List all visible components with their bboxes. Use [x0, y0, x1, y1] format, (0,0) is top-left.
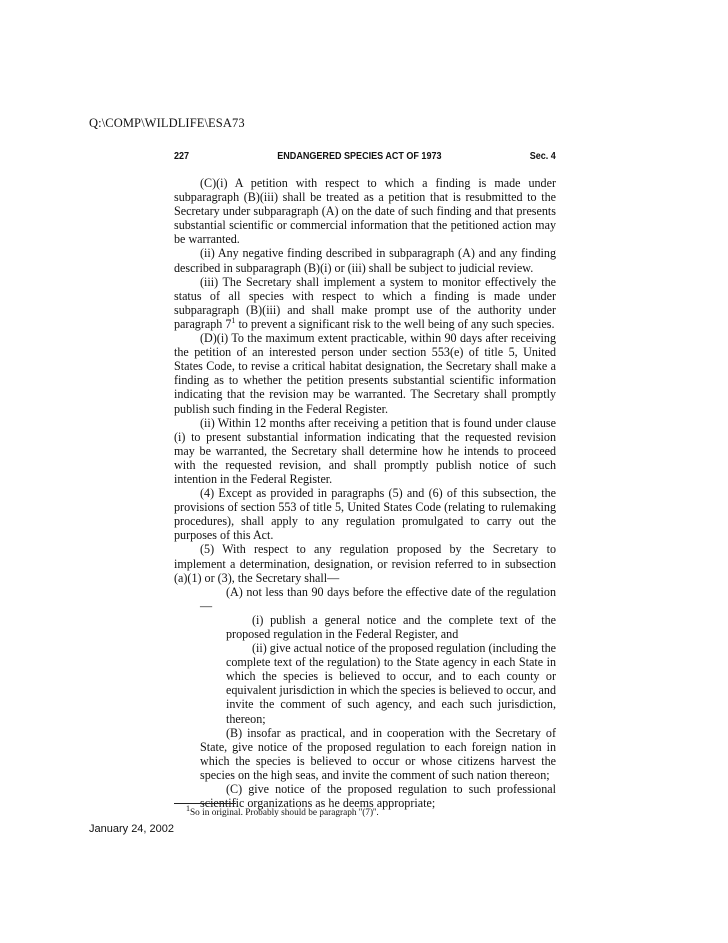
paragraph-5-a-i: (i) publish a general notice and the complete text of the proposed regulation in the Federal Register, and	[226, 612, 556, 641]
footnote-text: So in original. Probably should be paragraph ''(7)''.	[190, 808, 379, 818]
paragraph-c-ii: (ii) Any negative finding described in subparagraph (A) and any finding described in subparagraph (B)(i) or (iii) shall be subject to judicial review.	[174, 246, 556, 275]
page-number: 227	[174, 150, 190, 162]
paragraph-c-iii	[174, 275, 556, 331]
document-body	[174, 176, 556, 810]
paragraph-5-b: (B) insofar as practical, and in cooperation with the Secretary of State, give notice of the proposed regulation to each foreign nation in which the species is believed to occur or whose citizens harvest the species on the high seas, and invite the comment of such nation thereon;	[200, 725, 556, 782]
paragraph-d-ii: (ii) Within 12 months after receiving a petition that is found under clause (i) to present substantial information indicating that the requested revision may be warranted, the Secretary shall determine how he intends to proceed with the requested revision, and shall promptly publish notice of such intention in the Federal Register.	[174, 415, 556, 486]
paragraph-4: (4) Except as provided in paragraphs (5) and (6) of this subsection, the provisions of section 553 of title 5, United States Code (relating to rulemaking procedures), shall apply to any regulation promulgated to carry out the purposes of this Act.	[174, 486, 556, 543]
running-header	[174, 150, 556, 162]
paragraph-c-iii-tail: to prevent a significant risk to the well being of any such species.	[235, 316, 555, 331]
paragraph-c-iii-text: (iii) The Secretary shall implement a system to monitor effectively the status of all species with respect to which a finding is made under subparagraph (B)(iii) and shall make prompt use of the authority under paragraph 7	[174, 274, 556, 331]
footnote-reference: 1	[231, 315, 236, 325]
section-number: Sec. 4	[529, 150, 556, 162]
running-title: ENDANGERED SPECIES ACT OF 1973	[277, 150, 442, 162]
paragraph-5-a: (A) not less than 90 days before the effective date of the regulation—	[200, 584, 556, 613]
footnote-divider	[174, 803, 236, 804]
footnote-mark: 1	[186, 803, 190, 813]
paragraph-d-i: (D)(i) To the maximum extent practicable, within 90 days after receiving the petition of an interested person under section 553(e) of title 5, United States Code, to revise a critical habitat designation, the Secretary shall make a finding as to whether the petition presents substantial scientific information indicating that the revision may be warranted. The Secretary shall promptly publish such finding in the Federal Register.	[174, 331, 556, 416]
print-date: January 24, 2002	[89, 823, 175, 835]
paragraph-5: (5) With respect to any regulation proposed by the Secretary to implement a determination, designation, or revision referred to in subsection (a)(1) or (3), the Secretary shall—	[174, 542, 556, 585]
footnote	[186, 803, 556, 819]
paragraph-5-a-ii: (ii) give actual notice of the proposed regulation (including the complete text of the regulation) to the State agency in each State in which the species is believed to occur, and to each county or equivalent jurisdiction in which the species is believed to occur, and invite the comment of such agency, and each such jurisdiction, thereon;	[226, 641, 556, 726]
paragraph-5-c: (C) give notice of the proposed regulation to such professional scientific organizations as he deems appropriate;	[200, 782, 556, 811]
paragraph-c-i: (C)(i) A petition with respect to which a finding is made under subparagraph (B)(iii) shall be treated as a petition that is resubmitted to the Secretary under subparagraph (A) on the date of such finding and that presents substantial scientific or commercial information that the petitioned action may be warranted.	[174, 176, 556, 247]
file-path: Q:\COMP\WILDLIFE\ESA73	[89, 116, 245, 130]
